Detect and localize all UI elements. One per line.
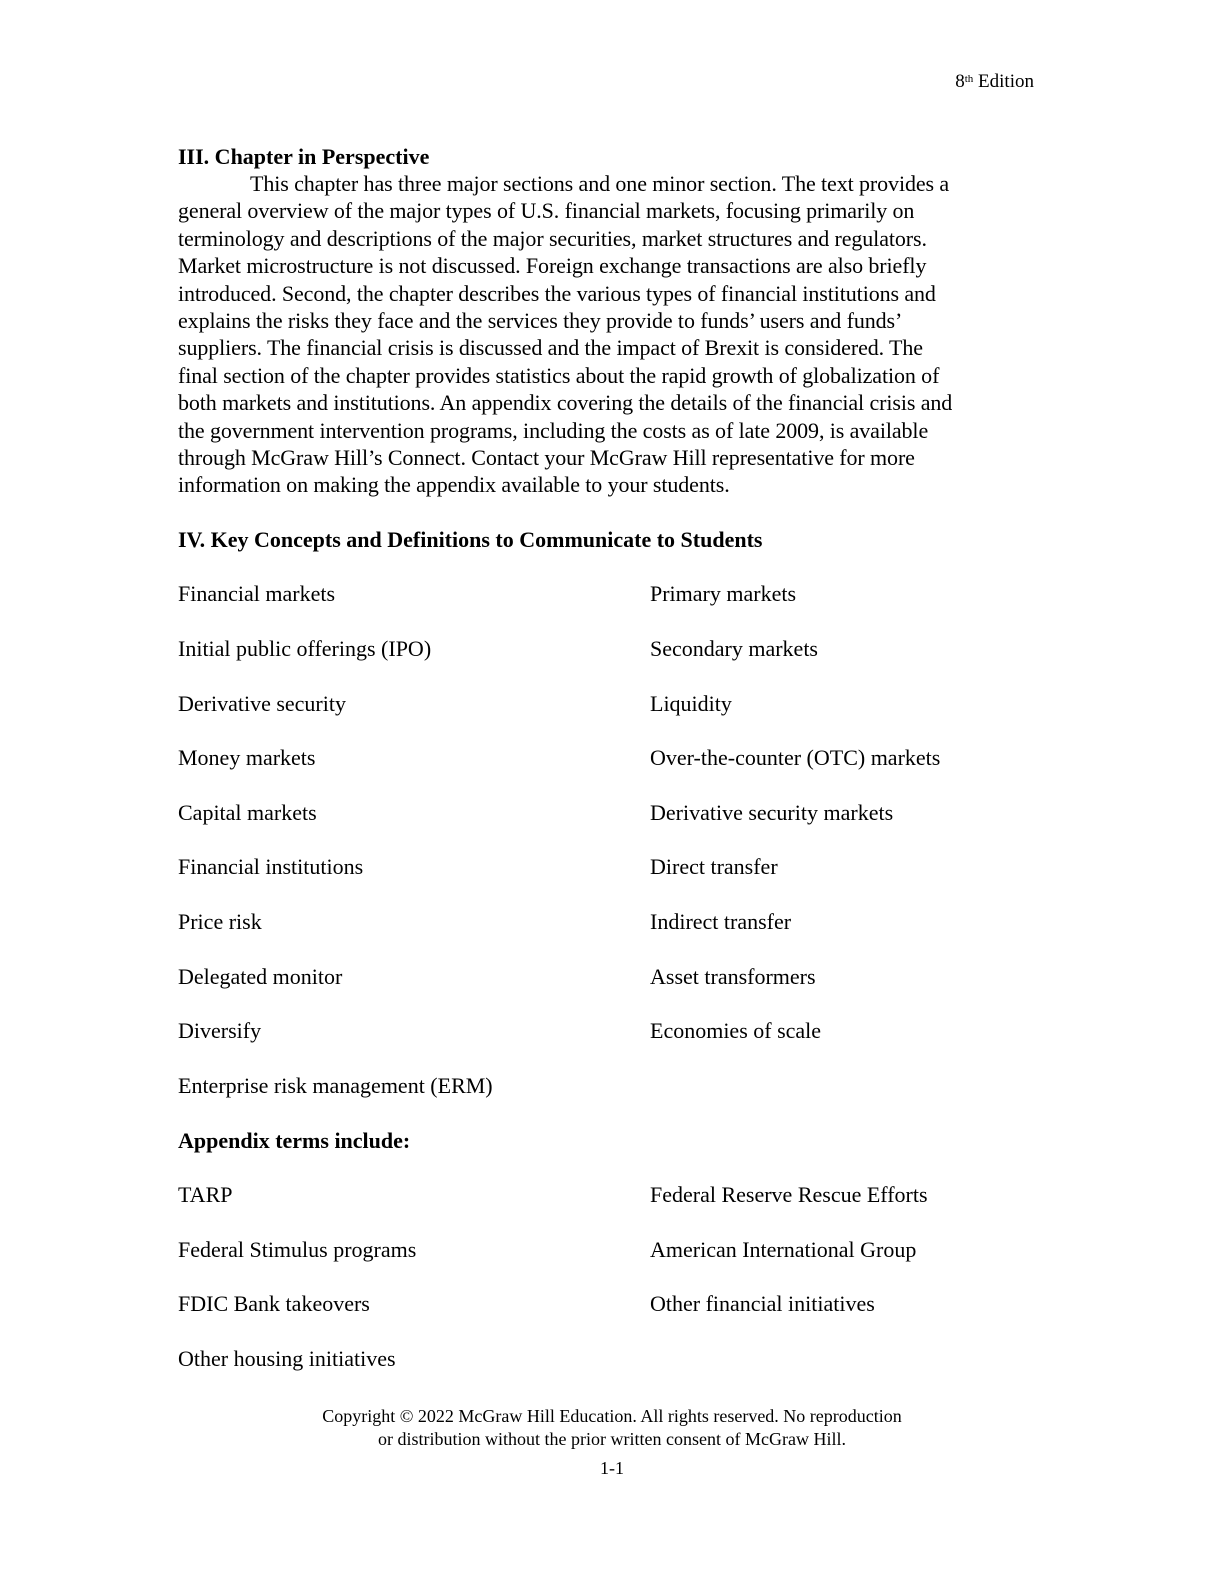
paragraph-line: final section of the chapter provides statistics about the rapid growth of globalization of — [178, 362, 940, 388]
term-item: Liquidity — [650, 691, 732, 716]
paragraph-line: both markets and institutions. An appendix covering the details of the financial crisis and — [178, 390, 953, 416]
term-item: Money markets — [178, 745, 316, 770]
paragraph-line: explains the risks they face and the services they provide to funds’ users and funds’ — [178, 308, 903, 334]
copyright-line-1: Copyright © 2022 McGraw Hill Education. All rights reserved. No reproduction — [322, 1406, 902, 1426]
edition-word: Edition — [978, 71, 1034, 92]
page-number: 1-1 — [600, 1458, 624, 1478]
paragraph-line: This chapter has three major sections and one minor section. The text provides a — [250, 171, 950, 196]
paragraph-line: introduced. Second, the chapter describes the various types of financial institutions and — [178, 280, 936, 306]
paragraph-line: Market microstructure is not discussed. Foreign exchange transactions are also briefly — [178, 253, 927, 279]
appendix-term-item: TARP — [178, 1182, 233, 1207]
paragraph-line: suppliers. The financial crisis is discussed and the impact of Brexit is considered. The — [178, 335, 923, 361]
term-item: Price risk — [178, 909, 262, 934]
paragraph-line: through McGraw Hill’s Connect. Contact your McGraw Hill representative for more — [178, 445, 915, 471]
term-item: Direct transfer — [650, 854, 778, 879]
edition-number: 8 — [955, 71, 965, 92]
term-item: Over-the-counter (OTC) markets — [650, 745, 941, 770]
appendix-term-item: Other financial initiatives — [650, 1291, 875, 1316]
page-footer — [0, 1405, 1224, 1480]
appendix-term-item: Other housing initiatives — [178, 1346, 396, 1371]
paragraph-line: information on making the appendix available to your students. — [178, 472, 730, 498]
term-item: Diversify — [178, 1018, 262, 1043]
edition-header — [955, 70, 1034, 94]
term-item: Secondary markets — [650, 636, 818, 661]
term-item: Primary markets — [650, 581, 797, 606]
copyright-line-2: or distribution without the prior written consent of McGraw Hill. — [378, 1429, 846, 1449]
section-chapter-in-perspective — [178, 143, 1038, 499]
appendix-term-item: American International Group — [650, 1237, 917, 1262]
term-item: Financial markets — [178, 581, 336, 606]
edition-suffix: th — [964, 73, 974, 85]
appendix-term-item: FDIC Bank takeovers — [178, 1291, 370, 1316]
term-item: Indirect transfer — [650, 909, 792, 934]
section-heading-perspective: III. Chapter in Perspective — [178, 144, 430, 169]
term-item: Financial institutions — [178, 854, 364, 879]
term-item: Economies of scale — [650, 1018, 822, 1043]
term-item: Enterprise risk management (ERM) — [178, 1073, 493, 1098]
appendix-term-item: Federal Reserve Rescue Efforts — [650, 1182, 928, 1207]
paragraph-line: the government intervention programs, including the costs as of late 2009, is available — [178, 417, 929, 443]
term-item: Asset transformers — [650, 964, 816, 989]
term-item: Derivative security — [178, 691, 346, 716]
appendix-term-item: Federal Stimulus programs — [178, 1237, 417, 1262]
paragraph-line: terminology and descriptions of the major securities, market structures and regulators. — [178, 225, 927, 251]
term-item: Delegated monitor — [178, 964, 343, 989]
perspective-paragraph — [178, 170, 1038, 499]
section-heading-key-concepts: IV. Key Concepts and Definitions to Communicate to Students — [178, 527, 763, 552]
paragraph-line: general overview of the major types of U.S. financial markets, focusing primarily on — [178, 198, 915, 224]
term-item: Derivative security markets — [650, 800, 894, 825]
appendix-heading: Appendix terms include: — [178, 1128, 411, 1153]
term-item: Initial public offerings (IPO) — [178, 636, 432, 661]
term-item: Capital markets — [178, 800, 317, 825]
